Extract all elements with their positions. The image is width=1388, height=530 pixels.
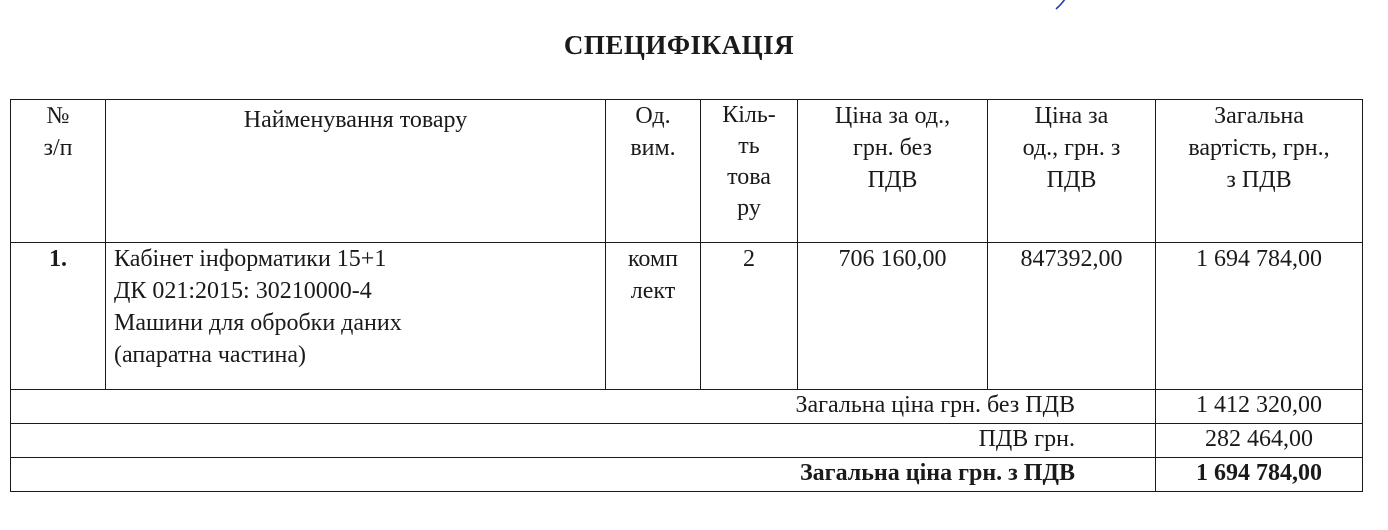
- product-name: Кабінет інформатики 15+1 ДК 021:2015: 30210000-4 Машини для обробки даних (апаратна частина): [106, 243, 606, 390]
- header-price-with-vat: Ціна за од., грн. з ПДВ: [988, 100, 1156, 243]
- header-quantity: Кіль- ть това ру: [701, 100, 798, 243]
- summary-value: 1 412 320,00: [1156, 390, 1363, 424]
- header-name: Найменування товару: [106, 100, 606, 243]
- row-number: 1.: [11, 243, 106, 390]
- summary-value: 1 694 784,00: [1156, 458, 1363, 492]
- total-with-vat: 1 694 784,00: [1156, 243, 1363, 390]
- header-price-without-vat: Ціна за од., грн. без ПДВ: [798, 100, 988, 243]
- price-with-vat: 847392,00: [988, 243, 1156, 390]
- summary-label: Загальна ціна грн. без ПДВ: [11, 390, 1156, 424]
- document-title: СПЕЦИФІКАЦІЯ: [563, 30, 795, 60]
- price-without-vat: 706 160,00: [798, 243, 988, 390]
- header-row: [11, 100, 1363, 243]
- summary-value: 282 464,00: [1156, 424, 1363, 458]
- header-no: № з/п: [11, 100, 106, 243]
- pen-mark-icon: [1040, 0, 1080, 12]
- table-row: [11, 243, 1363, 390]
- summary-row-vat: [11, 424, 1363, 458]
- summary-row-without-vat: [11, 390, 1363, 424]
- summary-label: ПДВ грн.: [11, 424, 1156, 458]
- summary-label: Загальна ціна грн. з ПДВ: [11, 458, 1156, 492]
- specification-table: [10, 99, 1363, 492]
- header-total: Загальна вартість, грн., з ПДВ: [1156, 100, 1363, 243]
- unit-of-measure: комп лект: [606, 243, 701, 390]
- header-unit: Од. вим.: [606, 100, 701, 243]
- quantity: 2: [701, 243, 798, 390]
- summary-row-total-with-vat: [11, 458, 1363, 492]
